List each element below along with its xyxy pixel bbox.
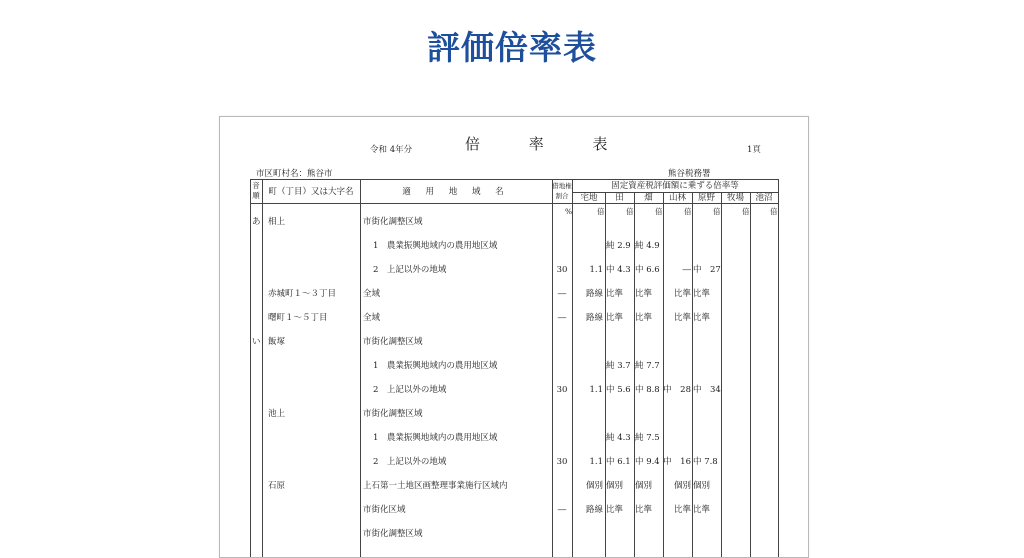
row-leasehold-ratio: 30 [556, 457, 568, 467]
row-wild: 中 34 [693, 385, 721, 395]
row-region: 1 農業振興地域内の農用地区域 [373, 241, 498, 251]
row-region: 上石第一土地区画整理事業施行区域内 [363, 481, 508, 491]
row-field: 中 8.8 [635, 385, 660, 395]
header-col-pasture: 牧場 [726, 193, 744, 203]
row-region: 市街化調整区域 [363, 337, 423, 347]
row-residential: 1.1 [589, 265, 603, 275]
document-title: 倍 率 表 [465, 135, 630, 153]
row-paddy: 比準 [606, 313, 624, 323]
col-rule [692, 192, 693, 558]
row-residential: 路線 [585, 313, 603, 323]
header-col-field: 畑 [644, 193, 653, 203]
row-paddy: 比準 [606, 289, 624, 299]
row-wild: 中 7.8 [693, 457, 718, 467]
header-fixed-group: 固定資産税評価額に乗ずる倍率等 [611, 181, 739, 191]
header-col-residential: 宅地 [580, 193, 598, 203]
row-field: 比準 [635, 313, 653, 323]
era-label: 令和 4年分 [370, 145, 413, 155]
row-wild: 比準 [693, 313, 711, 323]
row-residential: 路線 [585, 505, 603, 515]
col-rule [360, 179, 361, 558]
row-town: 池上 [268, 409, 286, 419]
row-paddy: 比準 [606, 505, 624, 515]
row-region: 市街化調整区域 [363, 217, 423, 227]
header-leasehold: 借地権割合 [552, 182, 572, 200]
page-title: 評価倍率表 [427, 28, 597, 67]
row-region: 全域 [363, 313, 381, 323]
row-leasehold-ratio: 30 [556, 385, 568, 395]
row-region: 1 農業振興地域内の農用地区域 [373, 433, 498, 443]
row-field: 個別 [635, 481, 653, 491]
row-wild: 個別 [693, 481, 711, 491]
header-region: 適 用 地 域 名 [402, 187, 510, 197]
row-leasehold-ratio: ― [557, 505, 567, 515]
row-wild: 比準 [693, 505, 711, 515]
row-paddy: 純 3.7 [606, 361, 631, 371]
row-field: 純 7.7 [635, 361, 660, 371]
row-paddy: 中 6.1 [606, 457, 631, 467]
row-field: 純 7.5 [635, 433, 660, 443]
row-forest: 個別 [673, 481, 691, 491]
unit-percent: % [565, 207, 573, 216]
row-forest: 比準 [673, 313, 691, 323]
row-town: 石原 [268, 481, 286, 491]
page-number: 1頁 [747, 145, 761, 155]
row-town: 相上 [268, 217, 286, 227]
row-region: 市街化調整区域 [363, 409, 423, 419]
col-rule [778, 179, 779, 558]
row-forest: 比準 [673, 289, 691, 299]
unit-multiplier: 倍 [626, 207, 634, 216]
row-residential: 個別 [585, 481, 603, 491]
row-paddy: 中 4.3 [606, 265, 631, 275]
row-paddy: 中 5.6 [606, 385, 631, 395]
col-rule [250, 179, 251, 558]
header-col-paddy: 田 [615, 193, 624, 203]
row-field: 中 6.6 [635, 265, 660, 275]
unit-multiplier: 倍 [770, 207, 778, 216]
row-residential: 路線 [585, 289, 603, 299]
row-region: 市街化区域 [363, 505, 406, 515]
row-town: 曙町１～５丁目 [268, 313, 328, 323]
row-paddy: 純 2.9 [606, 241, 631, 251]
row-forest: 中 16 [663, 457, 691, 467]
unit-multiplier: 倍 [597, 207, 605, 216]
row-leasehold-ratio: ― [557, 313, 567, 323]
row-residential: 1.1 [589, 385, 603, 395]
row-leasehold-ratio: ― [557, 289, 567, 299]
col-rule [750, 192, 751, 558]
row-forest: 中 28 [663, 385, 691, 395]
row-region: 2 上記以外の地域 [373, 385, 447, 395]
unit-multiplier: 倍 [655, 207, 663, 216]
unit-multiplier: 倍 [684, 207, 692, 216]
row-paddy: 個別 [606, 481, 624, 491]
row-wild: 比準 [693, 289, 711, 299]
col-rule [572, 179, 573, 558]
row-paddy: 純 4.3 [606, 433, 631, 443]
row-field: 比準 [635, 289, 653, 299]
row-town: 赤城町１～３丁目 [268, 289, 337, 299]
row-forest: ― [682, 265, 691, 275]
row-region: 2 上記以外の地域 [373, 457, 447, 467]
row-leasehold-ratio: 30 [556, 265, 568, 275]
unit-multiplier: 倍 [713, 207, 721, 216]
col-rule [262, 179, 263, 558]
document-sheet [219, 116, 809, 558]
row-region: 全域 [363, 289, 381, 299]
row-region: 1 農業振興地域内の農用地区域 [373, 361, 498, 371]
header-col-pond: 池沼 [755, 193, 773, 203]
row-kana: い [252, 337, 261, 347]
row-town: 飯塚 [268, 337, 286, 347]
unit-multiplier: 倍 [742, 207, 750, 216]
col-rule [663, 192, 664, 558]
municipality-name: 市区町村名：熊谷市 [256, 169, 333, 179]
header-order: 音順 [252, 181, 260, 200]
row-field: 純 4.9 [635, 241, 660, 251]
col-rule [721, 192, 722, 558]
header-bottom-rule [250, 203, 778, 204]
row-forest: 比準 [673, 505, 691, 515]
row-field: 比準 [635, 505, 653, 515]
row-field: 中 9.4 [635, 457, 660, 467]
row-region: 市街化調整区域 [363, 529, 423, 539]
row-kana: あ [252, 217, 261, 227]
row-residential: 1.1 [589, 457, 603, 467]
header-col-wild: 原野 [697, 193, 715, 203]
table-top-rule [250, 179, 778, 180]
header-town: 町（丁目）又は大字名 [268, 187, 354, 197]
header-col-forest: 山林 [668, 193, 686, 203]
row-region: 2 上記以外の地域 [373, 265, 447, 275]
row-wild: 中 27 [693, 265, 721, 275]
tax-office-name: 熊谷税務署 [668, 169, 711, 179]
